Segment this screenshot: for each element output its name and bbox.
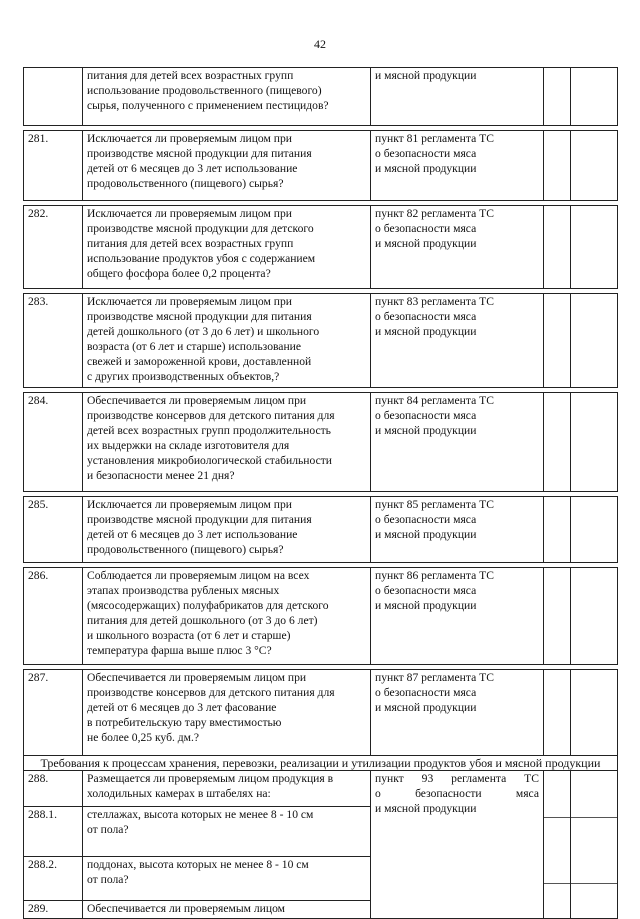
text-line: Обеспечивается ли проверяемым лицом: [87, 902, 285, 915]
text-line: использование продуктов убоя с содержанием: [87, 252, 316, 265]
text-line: стеллажах, высота которых не менее 8 - 10 см: [87, 808, 314, 821]
table-row: [24, 497, 618, 563]
text-line: Исключается ли проверяемым лицом при: [87, 132, 292, 145]
text-line: (мясосодержащих) полуфабрикатов для детского: [87, 599, 329, 612]
text-line: детей от 6 месяцев до 3 лет фасование: [87, 701, 277, 714]
text-line: холодильных камерах в штабелях на:: [87, 787, 271, 800]
text-line: и мясной продукции: [375, 325, 477, 338]
item-number: 288.1.: [24, 807, 83, 857]
text-line: свежей и замороженной крови, доставленной: [87, 355, 312, 368]
question-cell: [83, 771, 371, 807]
text-line: их выдержки на складе изготовителя для: [87, 439, 290, 452]
question-cell: [83, 131, 371, 201]
mark-cell: [544, 206, 571, 289]
mark-cell: [544, 131, 571, 201]
text-line: продовольственного (пищевого) сырья?: [87, 177, 284, 190]
text-line: продовольственного (пищевого) сырья?: [87, 543, 284, 556]
text-line: пункт 83 регламента ТС: [375, 295, 494, 308]
mark-cell: [544, 68, 571, 126]
checklist-table: [23, 67, 618, 919]
text-line: производстве консервов для детского питания для: [87, 409, 335, 422]
question-cell: [83, 670, 371, 756]
text-line: использование продовольственного (пищевого): [87, 84, 322, 97]
text-line: Обеспечивается ли проверяемым лицом при: [87, 394, 307, 407]
reference-cell: [371, 206, 544, 289]
text-line: и мясной продукции: [375, 162, 477, 175]
text-line: установления микробиологической стабильности: [87, 454, 332, 467]
word: ТС: [524, 772, 539, 785]
text-line: и безопасности менее 21 дня?: [87, 469, 235, 482]
question-cell: [83, 807, 371, 857]
text-line: детей дошкольного (от 3 до 6 лет) и школьного: [87, 325, 320, 338]
text-line: о безопасности мяса: [375, 310, 477, 323]
reference-cell: [371, 670, 544, 756]
text-line: пункт 86 регламента ТС: [375, 569, 494, 582]
mark-cell: [544, 771, 571, 919]
text-line: и мясной продукции: [375, 802, 477, 815]
faint-rule: [571, 883, 617, 884]
item-number: 282.: [24, 206, 83, 289]
word: о: [375, 787, 381, 800]
text-line: и мясной продукции: [375, 424, 477, 437]
note-cell: [571, 294, 618, 388]
reference-cell: [371, 497, 544, 563]
mark-cell: [544, 568, 571, 665]
item-number: 287.: [24, 670, 83, 756]
mark-cell: [544, 294, 571, 388]
word: 93: [421, 772, 434, 785]
text-line: Обеспечивается ли проверяемым лицом при: [87, 671, 307, 684]
item-number: 286.: [24, 568, 83, 665]
question-cell: [83, 901, 371, 919]
text-line: [375, 786, 539, 801]
reference-cell: [371, 131, 544, 201]
word: безопасности: [415, 787, 482, 800]
item-number: 284.: [24, 393, 83, 492]
text-line: этапах производства рубленых мясных: [87, 584, 280, 597]
item-number: 285.: [24, 497, 83, 563]
text-line: и мясной продукции: [375, 701, 477, 714]
text-line: производстве мясной продукции для питания: [87, 513, 312, 526]
item-number: 283.: [24, 294, 83, 388]
question-cell: [83, 497, 371, 563]
mark-cell: [544, 393, 571, 492]
text-line: в потребительскую тару вместимостью: [87, 716, 282, 729]
text-line: сырья, полученного с применением пестицидов?: [87, 99, 329, 112]
word: мяса: [515, 787, 539, 800]
text-line: питания для детей всех возрастных групп: [87, 69, 294, 82]
faint-rule: [571, 817, 617, 818]
text-line: Исключается ли проверяемым лицом при: [87, 295, 292, 308]
text-line: и мясной продукции: [375, 599, 477, 612]
text-line: и мясной продукции: [375, 528, 477, 541]
text-line: пункт 87 регламента ТС: [375, 671, 494, 684]
text-line: поддонах, высота которых не менее 8 - 10 см: [87, 858, 309, 871]
text-line: и мясной продукции: [375, 69, 477, 82]
text-line: общего фосфора более 0,2 процента?: [87, 267, 271, 280]
text-line: от пола?: [87, 873, 129, 886]
text-line: Соблюдается ли проверяемым лицом на всех: [87, 569, 310, 582]
reference-cell: [371, 294, 544, 388]
text-line: о безопасности мяса: [375, 147, 477, 160]
reference-cell: [371, 393, 544, 492]
question-cell: [83, 393, 371, 492]
text-line: производстве консервов для детского питания для: [87, 686, 335, 699]
table-row: [24, 206, 618, 289]
word: пункт: [375, 772, 404, 785]
faint-rule: [544, 883, 570, 884]
text-line: от пола?: [87, 823, 129, 836]
note-cell: [571, 131, 618, 201]
table-row: [24, 670, 618, 756]
text-line: о безопасности мяса: [375, 513, 477, 526]
section-header-row: [24, 756, 618, 771]
text-line: Исключается ли проверяемым лицом при: [87, 498, 292, 511]
question-cell: [83, 68, 371, 126]
text-line: [375, 771, 539, 786]
mark-cell: [544, 670, 571, 756]
text-line: пункт 84 регламента ТС: [375, 394, 494, 407]
text-line: производстве мясной продукции для детского: [87, 222, 314, 235]
item-number: 281.: [24, 131, 83, 201]
text-line: о безопасности мяса: [375, 222, 477, 235]
question-cell: [83, 206, 371, 289]
text-line: детей от 6 месяцев до 3 лет использование: [87, 528, 298, 541]
reference-cell: [371, 771, 544, 919]
note-cell: [571, 568, 618, 665]
reference-cell: [371, 568, 544, 665]
text-line: производстве мясной продукции для питания: [87, 147, 312, 160]
word: регламента: [451, 772, 507, 785]
page-number: 42: [314, 37, 326, 51]
item-number: [24, 68, 83, 126]
text-line: с других производственных объектов,?: [87, 370, 280, 383]
faint-rule: [544, 817, 570, 818]
text-line: производстве мясной продукции для питания: [87, 310, 312, 323]
table-row: [24, 131, 618, 201]
question-cell: [83, 294, 371, 388]
text-line: пункт 82 регламента ТС: [375, 207, 494, 220]
text-line: температура фарша выше плюс 3 °С?: [87, 644, 272, 657]
question-cell: [83, 857, 371, 901]
table-row: [24, 68, 618, 126]
text-line: пункт 81 регламента ТС: [375, 132, 494, 145]
item-number: 288.2.: [24, 857, 83, 901]
text-line: не более 0,25 куб. дм.?: [87, 731, 200, 744]
reference-cell: [371, 68, 544, 126]
text-line: и мясной продукции: [375, 237, 477, 250]
text-line: Исключается ли проверяемым лицом при: [87, 207, 292, 220]
note-cell: [571, 670, 618, 756]
note-cell: [571, 771, 618, 919]
note-cell: [571, 206, 618, 289]
text-line: питания для детей всех возрастных групп: [87, 237, 294, 250]
table-row: [24, 294, 618, 388]
text-line: и школьного возраста (от 6 лет и старше): [87, 629, 291, 642]
table-row: [24, 771, 618, 807]
table-row: [24, 568, 618, 665]
text-line: о безопасности мяса: [375, 409, 477, 422]
text-line: пункт 85 регламента ТС: [375, 498, 494, 511]
note-cell: [571, 393, 618, 492]
text-line: детей от 6 месяцев до 3 лет использование: [87, 162, 298, 175]
text-line: возраста (от 6 лет и старше) использование: [87, 340, 302, 353]
text-line: питания для детей дошкольного (от 3 до 6 лет): [87, 614, 318, 627]
note-cell: [571, 497, 618, 563]
text-line: Размещается ли проверяемым лицом продукция в: [87, 772, 334, 785]
note-cell: [571, 68, 618, 126]
mark-cell: [544, 497, 571, 563]
text-line: о безопасности мяса: [375, 686, 477, 699]
item-number: 288.: [24, 771, 83, 807]
item-number: 289.: [24, 901, 83, 919]
question-cell: [83, 568, 371, 665]
section-title: Требования к процессам хранения, перевозки, реализации и утилизации продуктов убоя и мясной продукции: [24, 756, 618, 771]
table-row: [24, 393, 618, 492]
text-line: детей всех возрастных групп продолжительность: [87, 424, 331, 437]
text-line: о безопасности мяса: [375, 584, 477, 597]
